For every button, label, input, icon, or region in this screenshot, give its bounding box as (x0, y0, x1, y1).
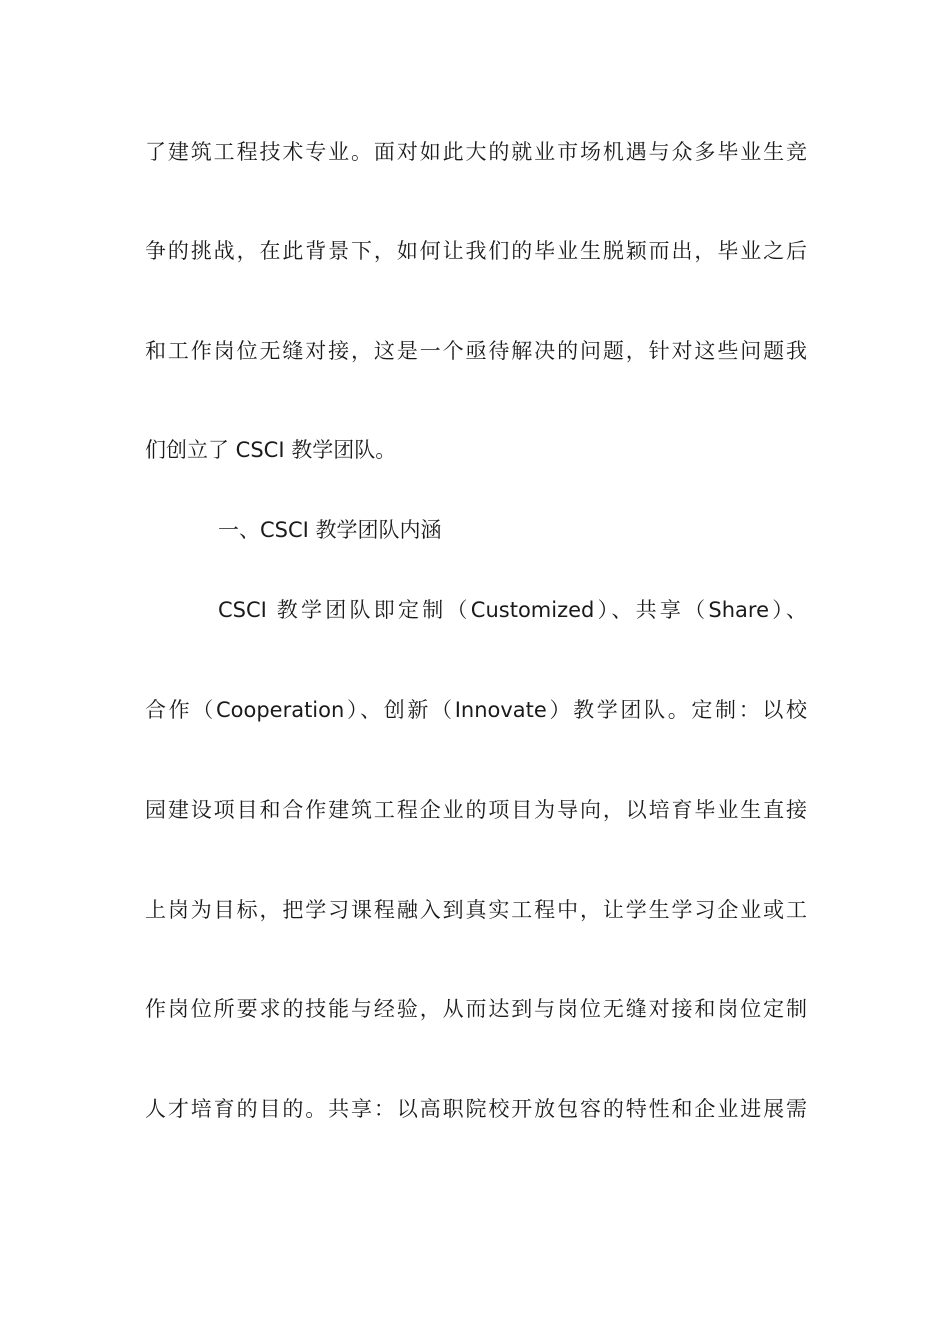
paragraph-line-6: 合作（Cooperation）、创新（Innovate）教学团队。定制：以校 (145, 698, 807, 722)
paragraph-line-8: 上岗为目标，把学习课程融入到真实工程中，让学生学习企业或工 (145, 898, 807, 922)
paragraph-line-1: 了建筑工程技术专业。面对如此大的就业市场机遇与众多毕业生竞 (145, 140, 807, 164)
paragraph-line-4: 们创立了 CSCI 教学团队。 (145, 438, 397, 462)
paragraph-line-7: 园建设项目和合作建筑工程企业的项目为导向，以培育毕业生直接 (145, 798, 807, 822)
paragraph-line-3: 和工作岗位无缝对接，这是一个亟待解决的问题，针对这些问题我 (145, 339, 807, 363)
section-heading: 一、CSCI 教学团队内涵 (218, 518, 442, 542)
paragraph-line-9: 作岗位所要求的技能与经验，从而达到与岗位无缝对接和岗位定制 (145, 997, 807, 1021)
paragraph-line-10: 人才培育的目的。共享：以高职院校开放包容的特性和企业进展需 (145, 1097, 807, 1121)
paragraph-line-5: CSCI 教学团队即定制（Customized）、共享（Share）、 (218, 598, 807, 622)
paragraph-line-2: 争的挑战，在此背景下，如何让我们的毕业生脱颖而出，毕业之后 (145, 239, 807, 263)
